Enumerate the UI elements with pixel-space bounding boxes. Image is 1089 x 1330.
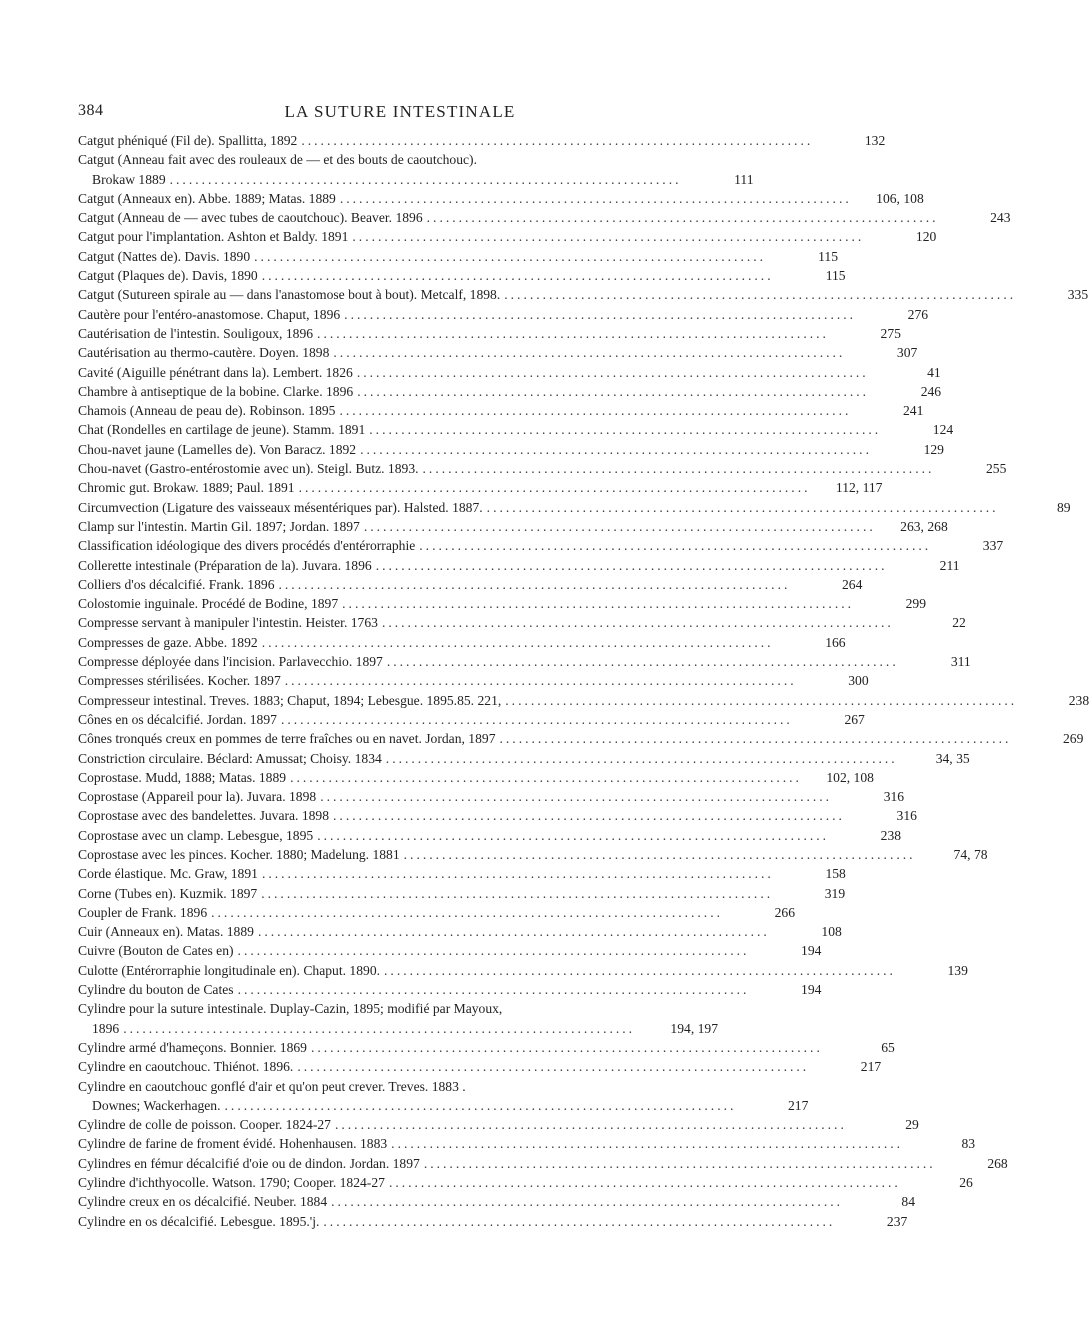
- entry-text: Compresses stérilisées. Kocher. 1897: [78, 673, 281, 689]
- page-header: [0, 102, 800, 124]
- entry-page-ref: 194, 197: [670, 1020, 718, 1036]
- entry-text: Cavité (Aiguille pénétrant dans la). Lembert. 1826: [78, 364, 353, 380]
- dot-leader: ................................................................................: [323, 1213, 836, 1229]
- dot-leader: ................................................................................: [422, 461, 935, 477]
- index-entry-list: [78, 131, 1089, 1231]
- entry-page-ref: 22: [952, 615, 966, 631]
- entry-text: Cônes en os décalcifié. Jordan. 1897: [78, 711, 277, 727]
- entry-text: Chat (Rondelles en cartilage de jeune). Stamm. 1891: [78, 422, 366, 438]
- dot-leader: ................................................................................: [261, 866, 774, 882]
- entry-page-ref: 335: [1067, 287, 1089, 303]
- dot-leader: ................................................................................: [237, 982, 750, 998]
- entry-text: Cylindre armé d'hameçons. Bonnier. 1869: [78, 1039, 307, 1055]
- entry-page-ref: 106, 108: [876, 190, 924, 206]
- dot-leader: ................................................................................: [386, 654, 899, 670]
- entry-page-ref: 120: [915, 229, 937, 245]
- index-entry: [78, 787, 905, 806]
- entry-page-ref: 102, 108: [826, 769, 874, 785]
- entry-text: Chamois (Anneau de peau de). Robinson. 1895: [78, 403, 336, 419]
- index-entry: [78, 498, 1071, 517]
- entry-text: Chou-navet jaune (Lamelles de). Von Baracz. 1892: [78, 441, 357, 457]
- dot-leader: ................................................................................: [298, 480, 811, 496]
- entry-text: Cylindres en fémur décalcifié d'oie ou de dindon. Jordan. 1897: [78, 1155, 420, 1171]
- entry-page-ref: 89: [1056, 499, 1071, 515]
- entry-page-ref: 83: [961, 1136, 976, 1152]
- entry-page-ref: 263, 268: [900, 518, 948, 534]
- entry-text: Constriction circulaire. Béclard: Amussat; Choisy. 1834: [78, 750, 382, 766]
- entry-text: Colliers d'os décalcifié. Frank. 1896: [78, 576, 275, 592]
- entry-text: Compresse déployée dans l'incision. Parlavecchio. 1897: [78, 654, 383, 670]
- entry-page-ref: 267: [844, 711, 865, 727]
- index-entry: [78, 1038, 895, 1057]
- entry-page-ref: 316: [896, 808, 917, 824]
- entry-text: Corde élastique. Mc. Graw, 1891: [78, 866, 258, 882]
- entry-text: Culotte (Entérorraphie longitudinale en). Chaput. 1890.: [78, 962, 381, 978]
- dot-leader: ................................................................................: [385, 750, 898, 766]
- dot-leader: ................................................................................: [261, 268, 774, 284]
- index-entry: [78, 671, 869, 690]
- entry-text: Clamp sur l'intestin. Martin Gil. 1897; Jordan. 1897: [78, 518, 360, 534]
- index-entry: [78, 324, 901, 343]
- index-entry: [78, 440, 944, 459]
- dot-leader: ................................................................................: [360, 441, 872, 457]
- dot-leader: ................................................................................: [403, 846, 916, 862]
- dot-leader: ................................................................................: [352, 229, 865, 245]
- entry-page-ref: 246: [920, 383, 942, 399]
- dot-leader: ................................................................................: [423, 1155, 936, 1171]
- index-entry: [78, 517, 948, 536]
- dot-leader: ................................................................................: [261, 885, 774, 901]
- entry-page-ref: 238: [1068, 692, 1089, 708]
- dot-leader: ................................................................................: [297, 1059, 810, 1075]
- entry-page-ref: 115: [825, 268, 846, 284]
- dot-leader: ................................................................................: [317, 325, 829, 341]
- dot-leader: ................................................................................: [261, 634, 774, 650]
- entry-text: Catgut (Sutureen spirale au — dans l'anastomose bout à bout). Metcalf, 1898.: [78, 287, 501, 303]
- index-entry: [78, 1212, 908, 1231]
- entry-text: Coprostase. Mudd, 1888; Matas. 1889: [78, 769, 287, 785]
- entry-text: Classification idéologique des divers procédés d'entérorraphie: [78, 538, 416, 554]
- index-entry: [78, 556, 960, 575]
- index-entry: [78, 980, 822, 999]
- entry-text: Compresses de gaze. Abbe. 1892: [78, 634, 258, 650]
- entry-page-ref: 26: [959, 1175, 973, 1191]
- entry-page-ref: 112, 117: [835, 480, 883, 496]
- entry-page-ref: 311: [950, 654, 971, 670]
- dot-leader: ................................................................................: [123, 1020, 636, 1036]
- dot-leader: ................................................................................: [254, 248, 767, 264]
- entry-text: Cylindre de farine de froment évidé. Hohenhausen. 1883: [78, 1136, 388, 1152]
- dot-leader: ................................................................................: [339, 403, 852, 419]
- entry-page-ref: 243: [990, 210, 1011, 226]
- entry-text: Compresseur intestinal. Treves. 1883; Chaput, 1894; Lebesgue. 1895.85. 221,: [78, 692, 502, 708]
- index-entry: [78, 903, 795, 922]
- entry-page-ref: 268: [987, 1155, 1008, 1171]
- entry-page-ref: 65: [881, 1039, 895, 1055]
- entry-page-ref: 194: [801, 982, 822, 998]
- entry-text: Cuivre (Bouton de Cates en): [78, 943, 234, 959]
- entry-page-ref: 307: [896, 345, 918, 361]
- index-entry: [78, 1154, 1008, 1173]
- entry-page-ref: 74, 78: [953, 846, 988, 862]
- dot-leader: ................................................................................: [257, 924, 770, 940]
- dot-leader: ................................................................................: [333, 345, 846, 361]
- entry-page-ref: 194: [801, 943, 822, 959]
- index-entry: [78, 826, 902, 845]
- entry-page-ref: 211: [939, 557, 960, 573]
- index-entry: [78, 999, 718, 1018]
- index-entry: [78, 420, 954, 439]
- entry-text: Coprostase avec les pinces. Kocher. 1880; Madelung. 1881: [78, 846, 400, 862]
- entry-text: Cylindre d'ichthyocolle. Watson. 1790; Cooper. 1824-27: [78, 1175, 385, 1191]
- dot-leader: ................................................................................: [333, 808, 845, 824]
- entry-page-ref: 111: [734, 171, 754, 187]
- entry-page-ref: 316: [883, 789, 905, 805]
- entry-page-ref: 124: [932, 422, 954, 438]
- entry-text: Cautérisation au thermo-cautère. Doyen. 1898: [78, 345, 330, 361]
- entry-page-ref: 237: [886, 1213, 908, 1229]
- dot-leader: ................................................................................: [381, 615, 894, 631]
- entry-page-ref: 217: [860, 1059, 882, 1075]
- entry-page-ref: 300: [848, 673, 869, 689]
- index-entry: [78, 227, 937, 246]
- index-entry: [78, 613, 966, 632]
- dot-leader: ................................................................................: [301, 133, 814, 148]
- index-entry: [78, 285, 1089, 304]
- entry-page-ref: 276: [907, 306, 929, 322]
- entry-text: Cautérisation de l'intestin. Souligoux, 1896: [78, 325, 314, 341]
- entry-text: Cautère pour l'entéro-anastomose. Chaput, 1896: [78, 306, 341, 322]
- index-entry: [78, 343, 918, 362]
- running-title: LA SUTURE INTESTINALE: [284, 102, 516, 121]
- dot-leader: ................................................................................: [310, 1039, 823, 1055]
- entry-page-ref: 34, 35: [935, 750, 970, 766]
- dot-leader: ................................................................................: [384, 962, 896, 978]
- index-entry: [78, 710, 865, 729]
- dot-leader: ................................................................................: [426, 210, 939, 226]
- entry-text: Catgut (Anneau fait avec des rouleaux de — et des bouts de caoutchouc).: [78, 152, 477, 168]
- index-entry: [78, 305, 929, 324]
- entry-page-ref: 299: [905, 596, 927, 612]
- entry-text: Chromic gut. Brokaw. 1889; Paul. 1891: [78, 480, 295, 496]
- entry-text: 1896: [92, 1020, 120, 1036]
- dot-leader: ................................................................................: [369, 422, 882, 438]
- entry-page-ref: 255: [986, 461, 1007, 477]
- entry-page-ref: 158: [825, 866, 846, 882]
- index-entry: [78, 864, 846, 883]
- index-entry: [78, 1019, 718, 1038]
- index-entry: [78, 806, 917, 825]
- index-entry: [78, 922, 842, 941]
- entry-text: Cylindre pour la suture intestinale. Duplay-Cazin, 1895; modifié par Mayoux,: [78, 1001, 503, 1017]
- entry-text: Coprostase avec des bandelettes. Juvara. 1898: [78, 808, 330, 824]
- entry-text: Cuir (Anneaux en). Matas. 1889: [78, 924, 254, 940]
- index-entry: [78, 1057, 882, 1076]
- dot-leader: ................................................................................: [486, 499, 999, 515]
- dot-leader: ................................................................................: [356, 364, 869, 380]
- index-entry: [78, 941, 822, 960]
- entry-page-ref: 29: [905, 1117, 919, 1133]
- entry-text: Catgut phéniqué (Fil de). Spallitta, 1892: [78, 133, 298, 148]
- entry-text: Corne (Tubes en). Kuzmik. 1897: [78, 885, 258, 901]
- entry-page-ref: 337: [982, 538, 1004, 554]
- index-entry: [78, 1077, 718, 1096]
- dot-leader: ................................................................................: [284, 673, 797, 689]
- entry-page-ref: 139: [947, 962, 968, 978]
- dot-leader: ................................................................................: [290, 769, 802, 785]
- entry-text: Cylindre en caoutchouc gonflé d'air et qu'on peut crever. Treves. 1883 .: [78, 1078, 466, 1094]
- index-entry: [78, 401, 924, 420]
- entry-page-ref: 275: [880, 325, 901, 341]
- entry-page-ref: 238: [880, 827, 902, 843]
- index-entry: [78, 884, 846, 903]
- index-entry: [78, 266, 846, 285]
- entry-page-ref: 115: [818, 248, 839, 264]
- entry-page-ref: 41: [927, 364, 941, 380]
- dot-leader: ................................................................................: [211, 904, 723, 920]
- dot-leader: ................................................................................: [504, 287, 1017, 303]
- entry-text: Catgut (Anneaux en). Abbe. 1889; Matas. 1889: [78, 190, 336, 206]
- dot-leader: ................................................................................: [363, 518, 876, 534]
- entry-text: Catgut (Plaques de). Davis, 1890: [78, 268, 258, 284]
- index-entry: [78, 131, 886, 150]
- entry-text: Circumvection (Ligature des vaisseaux mésentériques par). Halsted. 1887.: [78, 499, 483, 515]
- entry-page-ref: 264: [841, 576, 863, 592]
- entry-text: Cônes tronqués creux en pommes de terre fraîches ou en navet. Jordan, 1897: [78, 731, 496, 747]
- entry-text: Chambre à antiseptique de la bobine. Clarke. 1896: [78, 383, 354, 399]
- index-entry: [78, 845, 988, 864]
- entry-text: Colostomie inguinale. Procédé de Bodine, 1897: [78, 596, 339, 612]
- entry-text: Compresse servant à manipuler l'intestin. Heister. 1763: [78, 615, 378, 631]
- entry-text: Brokaw 1889: [92, 171, 166, 187]
- dot-leader: ................................................................................: [505, 692, 1018, 708]
- entry-page-ref: 84: [901, 1194, 916, 1210]
- index-entry: [78, 382, 942, 401]
- index-entry: [78, 1192, 916, 1211]
- dot-leader: ................................................................................: [419, 538, 932, 554]
- index-entry: [78, 749, 970, 768]
- entry-text: Cylindre creux en os décalcifié. Neuber. 1884: [78, 1194, 328, 1210]
- page-number: 384: [78, 102, 104, 119]
- entry-text: Downes; Wackerhagen.: [92, 1097, 221, 1113]
- index-entry: [78, 1173, 973, 1192]
- index-entry: [78, 729, 1084, 748]
- entry-text: Cylindre en caoutchouc. Thiénot. 1896.: [78, 1059, 294, 1075]
- dot-leader: ................................................................................: [344, 306, 857, 322]
- entry-page-ref: 166: [825, 634, 846, 650]
- dot-leader: ................................................................................: [342, 596, 855, 612]
- index-entry: [78, 170, 754, 189]
- entry-page-ref: 241: [902, 403, 924, 419]
- entry-text: Catgut pour l'implantation. Ashton et Baldy. 1891: [78, 229, 349, 245]
- dot-leader: ................................................................................: [331, 1194, 844, 1210]
- index-entry: [78, 594, 927, 613]
- dot-leader: ................................................................................: [280, 711, 793, 727]
- entry-page-ref: 129: [923, 441, 944, 457]
- dot-leader: ................................................................................: [317, 827, 830, 843]
- index-entry: [78, 150, 718, 169]
- entry-page-ref: 266: [774, 904, 795, 920]
- index-entry: [78, 247, 839, 266]
- index-entry: [78, 652, 971, 671]
- entry-page-ref: 132: [864, 133, 886, 148]
- index-entry: [78, 208, 1011, 227]
- dot-leader: ................................................................................: [375, 557, 888, 573]
- index-entry: [78, 575, 863, 594]
- index-entry: [78, 1115, 919, 1134]
- entry-text: Coprostase avec un clamp. Lebesgue, 1895: [78, 827, 314, 843]
- dot-leader: ................................................................................: [278, 576, 791, 592]
- index-entry: [78, 768, 874, 787]
- entry-text: Cylindre du bouton de Cates: [78, 982, 234, 998]
- index-entry: [78, 1134, 976, 1153]
- index-entry: [78, 363, 941, 382]
- dot-leader: ................................................................................: [391, 1136, 904, 1152]
- dot-leader: ................................................................................: [499, 731, 1012, 747]
- dot-leader: ................................................................................: [169, 171, 682, 187]
- entry-page-ref: 108: [821, 924, 842, 940]
- index-entry: [78, 189, 924, 208]
- dot-leader: ................................................................................: [334, 1117, 847, 1133]
- entry-text: Coprostase (Appareil pour la). Juvara. 1898: [78, 789, 317, 805]
- dot-leader: ................................................................................: [339, 190, 852, 206]
- entry-text: Catgut (Anneau de — avec tubes de caoutchouc). Beaver. 1896: [78, 210, 423, 226]
- dot-leader: ................................................................................: [357, 383, 870, 399]
- entry-page-ref: 319: [824, 885, 846, 901]
- entry-text: Chou-navet (Gastro-entérostomie avec un). Steigl. Butz. 1893.: [78, 461, 419, 477]
- entry-page-ref: 269: [1062, 731, 1084, 747]
- dot-leader: ................................................................................: [224, 1097, 737, 1113]
- index-entry: [78, 478, 883, 497]
- index-entry: [78, 536, 1004, 555]
- entry-text: Coupler de Frank. 1896: [78, 904, 208, 920]
- dot-leader: ................................................................................: [320, 789, 833, 805]
- entry-text: Cylindre en os décalcifié. Lebesgue. 1895.'j.: [78, 1213, 320, 1229]
- index-entry: [78, 459, 1007, 478]
- dot-leader: ................................................................................: [388, 1175, 901, 1191]
- index-entry: [78, 1096, 809, 1115]
- index-entry: [78, 961, 968, 980]
- entry-text: Catgut (Nattes de). Davis. 1890: [78, 248, 251, 264]
- index-entry: [78, 633, 846, 652]
- entry-text: Cylindre de colle de poisson. Cooper. 1824-27: [78, 1117, 331, 1133]
- entry-text: Collerette intestinale (Préparation de la). Juvara. 1896: [78, 557, 372, 573]
- index-entry: [78, 691, 1089, 710]
- entry-page-ref: 217: [788, 1097, 809, 1113]
- dot-leader: ................................................................................: [237, 943, 750, 959]
